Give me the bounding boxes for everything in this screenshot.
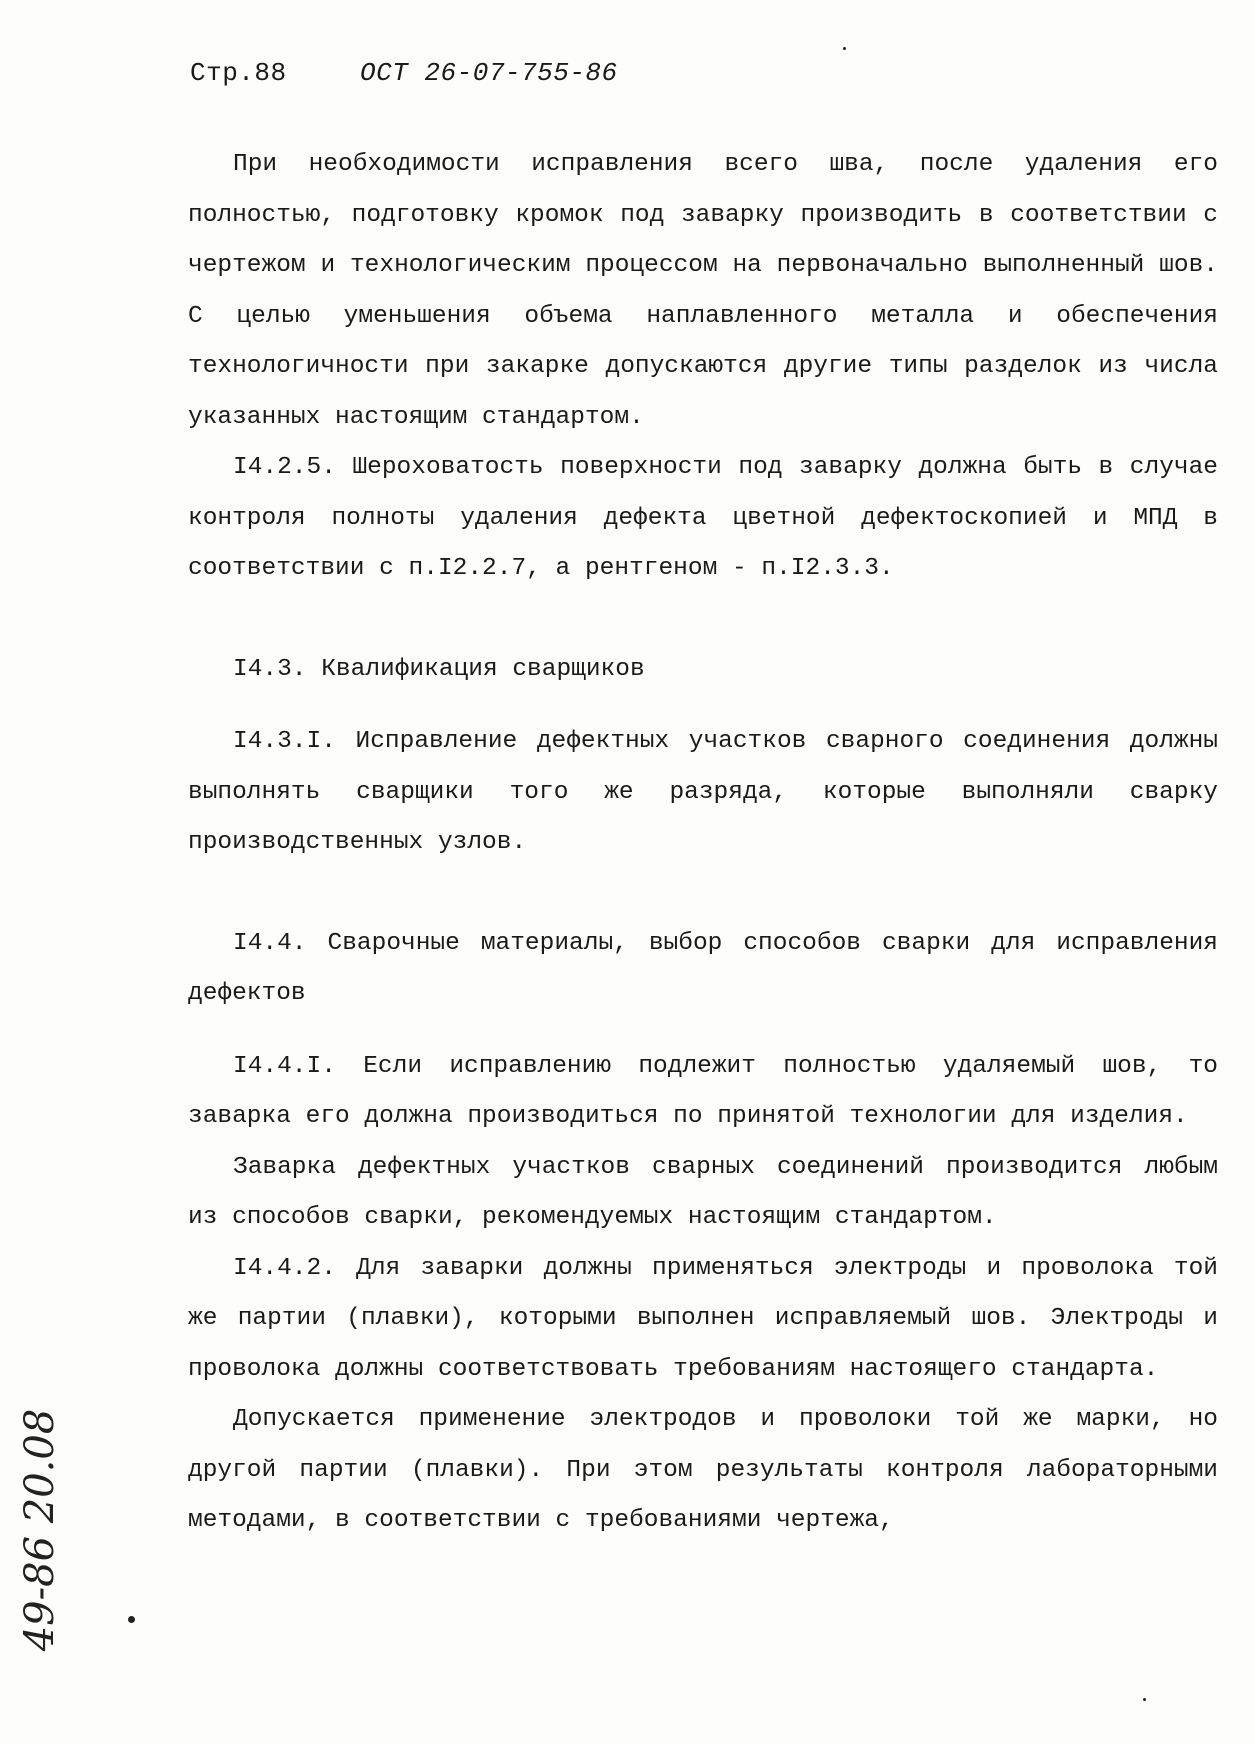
page-header [190, 58, 618, 88]
paragraph-14-4-2: I4.4.2. Для заварки должны применяться электроды и проволока той же партии (плавки), которыми выполнен исправляемый шов. Электроды и проволока должны соответствовать требованиям настоящего стандарта. [188, 1254, 1218, 1383]
page-number: Стр.88 [190, 58, 287, 88]
paragraph-welding-methods: Заварка дефектных участков сварных соединений производится любым из способов сварки, рекомендуемых настоящим стандартом. [188, 1153, 1218, 1231]
body-text [188, 140, 1218, 1547]
paragraph-14-2-5: I4.2.5. Шероховатость поверхности под заварку должна быть в случае контроля полноты удаления дефекта цветной дефектоскопией и МПД в соответствии с п.I2.2.7, а рентгеном - п.I2.3.3. [188, 454, 1218, 582]
section-heading-14-4: I4.4. Сварочные материалы, выбор способов сварки для исправления дефектов [188, 929, 1218, 1007]
handwritten-margin-note [10, 1330, 70, 1730]
margin-note-text: 49-86 20.08 [17, 1408, 63, 1652]
standard-designation: ОСТ 26-07-755-86 [360, 58, 618, 88]
paragraph-weld-rework: При необходимости исправления всего шва, после удаления его полностью, подготовку кромок под заварку производить в соответствии с чертежом и технологическим процессом на первоначально выполненный шов. С целью уменьшения объема наплавленного металла и обеспечения технологичности при закарке допускаются другие типы разделок из числа указанных настоящим стандартом. [188, 151, 1218, 431]
paragraph-14-4-1: I4.4.I. Если исправлению подлежит полностью удаляемый шов, то заварка его должна производиться по принятой технологии для изделия. [188, 1052, 1218, 1130]
scan-speck [843, 47, 846, 50]
paragraph-14-3-1: I4.3.I. Исправление дефектных участков сварного соединения должны выполнять сварщики того же разряда, которые выполняли сварку производственных узлов. [188, 728, 1218, 856]
scan-speck [1143, 1698, 1146, 1701]
scan-speck [128, 1616, 135, 1623]
section-heading-14-3: I4.3. Квалификация сварщиков [233, 655, 645, 683]
paragraph-other-batch: Допускается применение электродов и проволоки той же марки, но другой партии (плавки). При этом результаты контроля лабораторными методами, в соответствии с требованиями чертежа, [188, 1406, 1218, 1534]
